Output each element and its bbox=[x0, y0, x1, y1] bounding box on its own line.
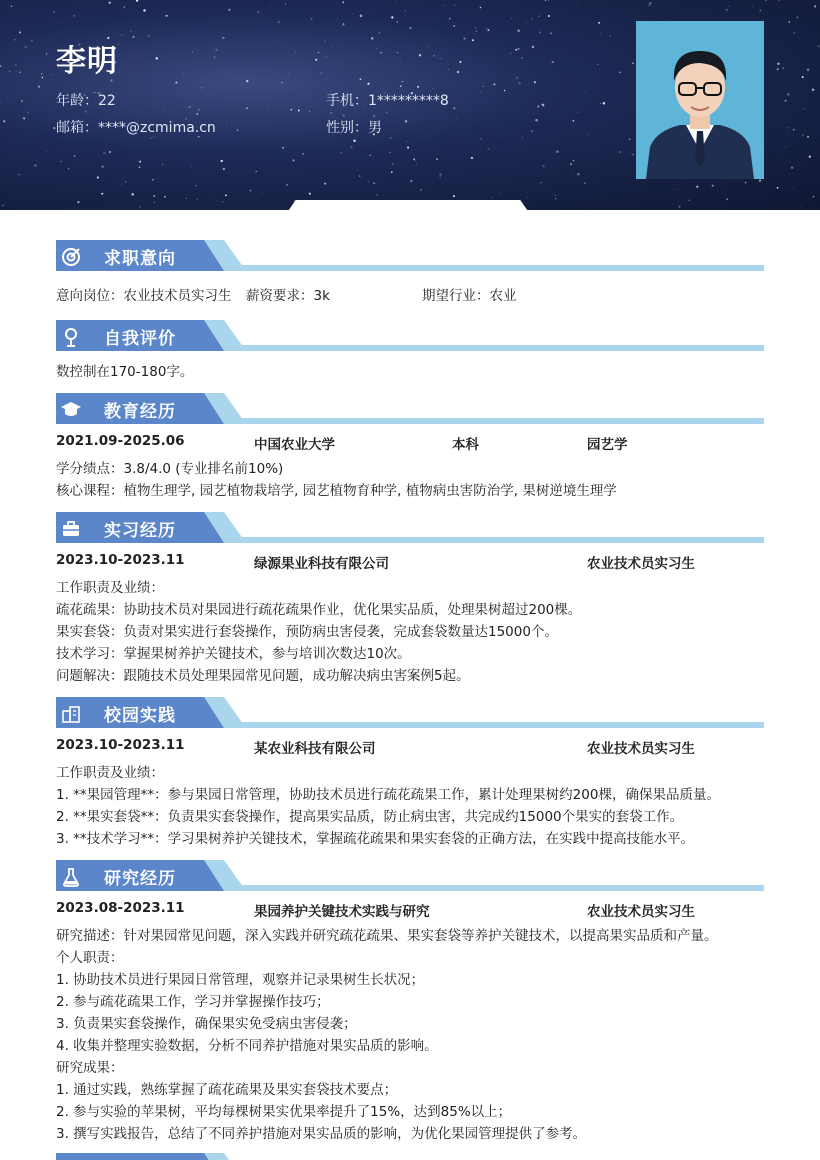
research-line: 个人职责： bbox=[56, 950, 124, 966]
self-evaluation-text: 数控制在170-180字。 bbox=[56, 364, 194, 380]
campus-line: 工作职责及业绩： bbox=[56, 765, 164, 781]
section-internship bbox=[56, 512, 764, 544]
section-campus-practice bbox=[56, 697, 764, 729]
internship-period: 2023.10-2023.11 bbox=[56, 552, 185, 568]
section-title: 实习经历 bbox=[104, 521, 176, 541]
graduation-cap-icon bbox=[60, 399, 82, 421]
section-self-evaluation bbox=[56, 320, 764, 352]
internship-company: 绿源果业科技有限公司 bbox=[254, 556, 389, 572]
section-title: 教育经历 bbox=[104, 402, 176, 422]
section-title: 自我评价 bbox=[104, 329, 176, 349]
research-role: 农业技术员实习生 bbox=[587, 904, 695, 920]
email-field: 邮箱：****@zcmima.cn bbox=[56, 120, 216, 136]
intent-position: 意向岗位：农业技术员实习生 bbox=[56, 288, 232, 304]
intent-industry: 期望行业：农业 bbox=[422, 288, 517, 304]
section-bar bbox=[56, 1153, 764, 1160]
campus-line: 1. **果园管理**：参与果园日常管理，协助技术员进行疏花疏果工作，累计处理果树约200棵，确保果品质量。 bbox=[56, 787, 720, 803]
briefcase-icon bbox=[60, 518, 82, 540]
research-line: 3. 负责果实套袋操作，确保果实免受病虫害侵袭； bbox=[56, 1016, 357, 1032]
section-title: 研究经历 bbox=[104, 869, 176, 889]
internship-line: 果实套袋：负责对果实进行套袋操作，预防病虫害侵袭，完成套袋数量达15000个。 bbox=[56, 624, 558, 640]
education-school: 中国农业大学 bbox=[254, 437, 335, 453]
flask-icon bbox=[60, 866, 82, 888]
research-line: 研究成果： bbox=[56, 1060, 124, 1076]
campus-period: 2023.10-2023.11 bbox=[56, 737, 185, 753]
resume-header bbox=[0, 0, 820, 210]
gender-field: 性别：男 bbox=[326, 120, 382, 136]
campus-company: 某农业科技有限公司 bbox=[254, 741, 376, 757]
research-line: 研究描述：针对果园常见问题，深入实践并研究疏花疏果、果实套袋等养护关键技术，以提高果实品质和产量。 bbox=[56, 928, 718, 944]
campus-role: 农业技术员实习生 bbox=[587, 741, 695, 757]
internship-line: 工作职责及业绩： bbox=[56, 580, 164, 596]
internship-line: 疏花疏果：协助技术员对果园进行疏花疏果作业，优化果实品质，处理果树超过200棵。 bbox=[56, 602, 582, 618]
candidate-name: 李明 bbox=[56, 44, 118, 79]
internship-line: 技术学习：掌握果树养护关键技术，参与培训次数达10次。 bbox=[56, 646, 411, 662]
age-field: 年龄：22 bbox=[56, 93, 116, 109]
header-notch bbox=[286, 200, 530, 214]
internship-role: 农业技术员实习生 bbox=[587, 556, 695, 572]
research-line: 2. 参与实验的苹果树，平均每棵树果实优果率提升了15%，达到85%以上； bbox=[56, 1104, 512, 1120]
section-job-intent bbox=[56, 240, 764, 272]
section-research bbox=[56, 860, 764, 892]
intent-salary: 薪资要求：3k bbox=[246, 288, 330, 304]
campus-line: 3. **技术学习**：学习果树养护关键技术，掌握疏花疏果和果实套袋的正确方法，在实践中提高技能水平。 bbox=[56, 831, 695, 847]
section-title: 求职意向 bbox=[104, 249, 176, 269]
next-section-peek bbox=[56, 1153, 764, 1160]
research-project: 果园养护关键技术实践与研究 bbox=[254, 904, 430, 920]
research-line: 4. 收集并整理实验数据，分析不同养护措施对果实品质的影响。 bbox=[56, 1038, 438, 1054]
section-education bbox=[56, 393, 764, 425]
target-icon bbox=[60, 246, 82, 268]
section-title: 校园实践 bbox=[104, 706, 176, 726]
education-degree: 本科 bbox=[452, 437, 479, 453]
research-line: 2. 参与疏花疏果工作，学习并掌握操作技巧； bbox=[56, 994, 330, 1010]
education-period: 2021.09-2025.06 bbox=[56, 433, 185, 449]
research-line: 3. 撰写实践报告，总结了不同养护措施对果实品质的影响，为优化果园管理提供了参考。 bbox=[56, 1126, 587, 1142]
internship-line: 问题解决：跟随技术员处理果园常见问题，成功解决病虫害案例5起。 bbox=[56, 668, 470, 684]
building-icon bbox=[60, 703, 82, 725]
research-line: 1. 协助技术员进行果园日常管理，观察并记录果树生长状况； bbox=[56, 972, 425, 988]
research-period: 2023.08-2023.11 bbox=[56, 900, 185, 916]
campus-line: 2. **果实套袋**：负责果实套袋操作，提高果实品质，防止病虫害，共完成约15000个果实的套袋工作。 bbox=[56, 809, 684, 825]
research-line: 1. 通过实践，熟练掌握了疏花疏果及果实套袋技术要点； bbox=[56, 1082, 398, 1098]
education-gpa: 学分绩点：3.8/4.0 (专业排名前10%) bbox=[56, 461, 284, 477]
education-major: 园艺学 bbox=[587, 437, 628, 453]
education-courses: 核心课程：植物生理学, 园艺植物栽培学, 园艺植物育种学, 植物病虫害防治学, 果树逆境生理学 bbox=[56, 483, 617, 499]
phone-field: 手机：1*********8 bbox=[326, 93, 449, 109]
flower-icon bbox=[60, 326, 82, 348]
avatar bbox=[636, 21, 764, 179]
